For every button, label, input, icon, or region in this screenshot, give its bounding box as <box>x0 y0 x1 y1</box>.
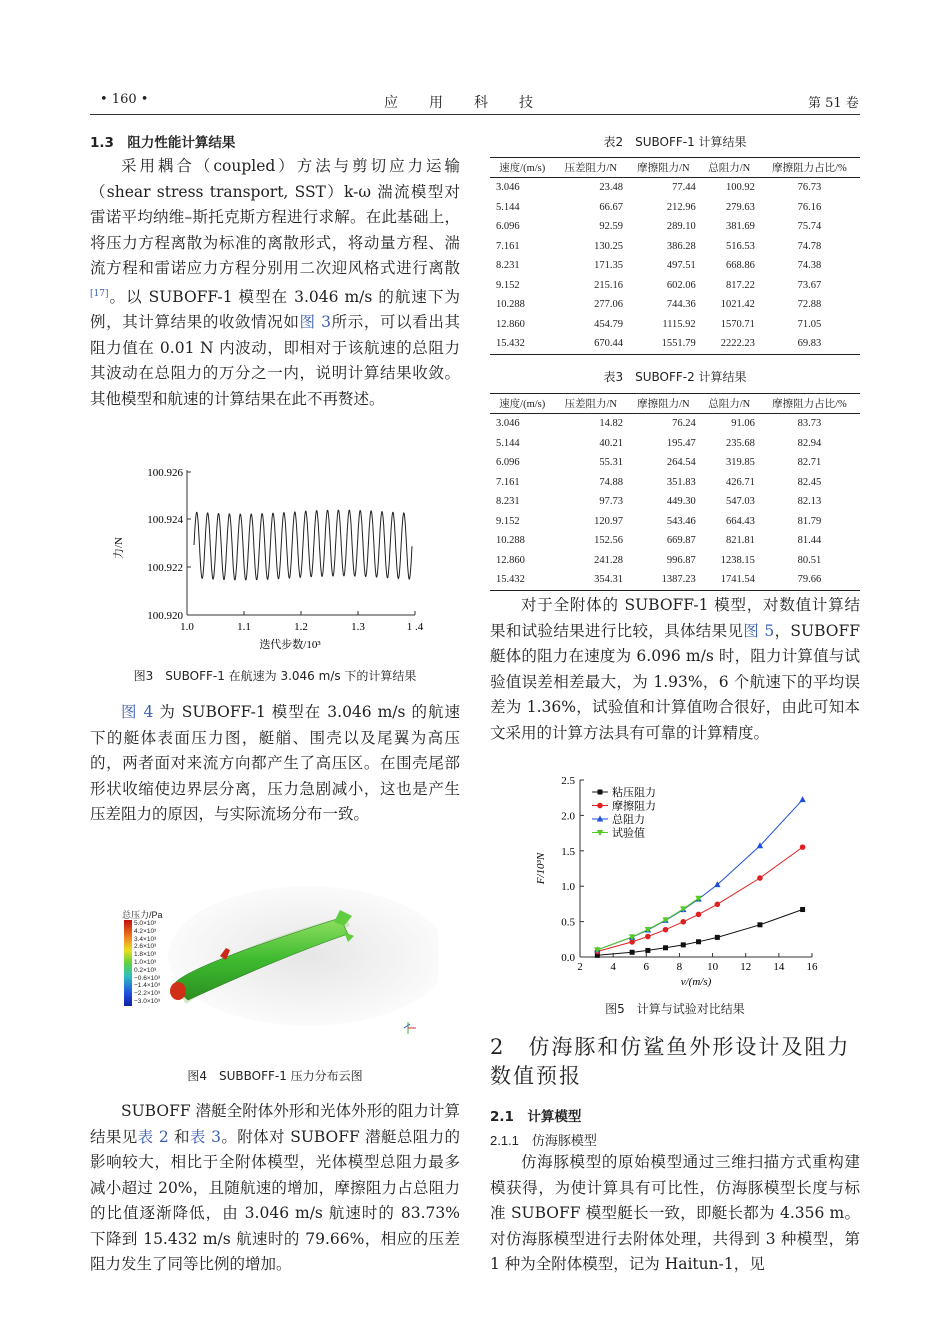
table2-row <box>490 276 860 296</box>
table3-cell: 7.161 <box>496 476 520 488</box>
table3-caption: 表3 SUBOFF-2 计算结果 <box>603 370 747 384</box>
table3 <box>490 393 860 591</box>
table2-cell: 6.096 <box>496 221 520 233</box>
table3-cell: 354.31 <box>554 570 627 590</box>
fig5-data-point <box>680 919 686 925</box>
table3-cell: 82.45 <box>797 476 822 488</box>
fig4-legend-value: 3.4×10³ <box>134 935 157 943</box>
fig5-legend-label: 摩擦阻力 <box>612 800 656 813</box>
fig5-y-tick-label: 0.5 <box>561 916 575 929</box>
table3-cell: 351.83 <box>666 476 696 488</box>
table3-cell: 120.97 <box>594 515 624 527</box>
table2-cell: 74.78 <box>797 240 822 252</box>
table3-row <box>490 473 860 493</box>
right-column-paragraph <box>490 593 860 746</box>
table2-cell: 277.06 <box>594 299 624 311</box>
table2-row <box>490 295 860 315</box>
table3-cell: 10.288 <box>496 535 525 547</box>
p3-text-a: SUBOFF 潜艇全附体外形和光体外形的阻力计算结果见 <box>90 1102 460 1146</box>
table2-cell: 12.860 <box>496 318 525 330</box>
fig5-data-point <box>645 948 650 953</box>
table2-cell: 215.16 <box>594 279 624 291</box>
table2-cell: 75.74 <box>797 221 822 233</box>
table2-header-row <box>490 158 860 178</box>
table3-cell: 8.231 <box>496 496 520 508</box>
table3-row <box>490 453 860 473</box>
fig5-x-tick-label: 4 <box>610 961 616 973</box>
table2-cell: 130.25 <box>594 240 624 252</box>
table3-row <box>490 414 860 434</box>
fig3-xtick: 1.3 <box>351 621 365 633</box>
table2-column-header: 摩擦阻力占比/% <box>759 158 860 178</box>
table2 <box>490 157 860 355</box>
fig4-legend-value: 5.0×10³ <box>134 920 157 927</box>
table3-cell: 40.21 <box>599 437 624 449</box>
table2-cell: 602.06 <box>666 279 696 291</box>
fig5-x-tick-label: 8 <box>676 961 683 973</box>
table3-cell: 15.432 <box>490 570 554 590</box>
fig4-legend-values <box>134 920 160 1006</box>
table2-cell: 454.79 <box>594 318 624 330</box>
table2-cell: 1551.79 <box>627 334 700 354</box>
table2-cell: 1115.92 <box>662 318 696 330</box>
fig5-data-point <box>757 875 763 881</box>
table2-row <box>490 256 860 276</box>
fig4-legend-value: −2.2×10³ <box>134 990 161 998</box>
fig5-data-point <box>630 950 635 955</box>
fig4-legend-value: 1.8×10³ <box>134 951 157 959</box>
table3-cell: 449.30 <box>666 496 696 508</box>
table3-cell: 319.85 <box>725 457 755 469</box>
table3-cell: 1741.54 <box>700 570 759 590</box>
section-1-3-paragraph-2 <box>90 700 460 828</box>
fig5-data-point <box>663 927 669 933</box>
table2-column-header: 速度/(m/s) <box>490 158 554 178</box>
table3-row <box>490 551 860 571</box>
table3-cell: 664.43 <box>725 515 755 527</box>
section-1-3-paragraph-1 <box>90 154 460 412</box>
table2-cell: 516.53 <box>725 240 755 252</box>
table3-cell: 12.860 <box>496 554 525 566</box>
table3-cell: 83.73 <box>797 418 822 430</box>
fig5-data-point <box>715 901 721 907</box>
fig5-y-tick-label: 1.5 <box>561 845 575 858</box>
fig5-legend-label: 试验值 <box>612 827 645 840</box>
fig4-pressure-contour <box>118 876 438 1052</box>
fig4-legend-value: −0.6×10³ <box>134 974 161 982</box>
table3-cell: 91.06 <box>731 418 755 430</box>
fig5-y-tick-label: 2.0 <box>561 810 575 823</box>
table3-header-row <box>490 394 860 414</box>
section-2-1-heading: 2.1 计算模型 <box>490 1109 582 1125</box>
fig5-data-point <box>598 790 603 795</box>
section-2-1-1-paragraph <box>490 1150 860 1278</box>
fig5-x-tick-label: 14 <box>773 961 785 973</box>
p1-text-c: 所示，可以看出其阻力值在 0.01 N 内波动，即相对于该航速的总阻力其波动在总阻力的万分之一内，说明计算结果收敛。其他模型和航速的计算结果在此不再赘述。 <box>90 313 460 408</box>
table3-cell: 547.03 <box>725 496 755 508</box>
journal-name: 应 用 科 技 <box>384 95 534 111</box>
fig5-x-tick-label: 6 <box>643 961 650 973</box>
fig5-ylabel: F/10³N <box>535 852 547 885</box>
fig3-link[interactable]: 图 3 <box>299 313 332 332</box>
rp1-text-a: 对于全附体的 SUBOFF-1 模型，对数值计算结果和试验结果进行比较，具体结果见 <box>490 596 860 640</box>
fig5-xlabel: v/(m/s) <box>680 976 712 988</box>
table2-cell: 8.231 <box>496 260 520 272</box>
table3-cell: 669.87 <box>666 535 696 547</box>
table2-cell: 386.28 <box>666 240 696 252</box>
table3-cell: 241.28 <box>594 554 624 566</box>
table2-cell: 279.63 <box>725 201 755 213</box>
table2-row <box>490 237 860 257</box>
table3-cell: 76.24 <box>672 418 696 430</box>
table2-cell: 7.161 <box>496 240 520 252</box>
fig4-legend-value: −3.0×10³ <box>134 997 161 1005</box>
table3-cell: 55.31 <box>599 457 624 469</box>
fig5-link[interactable]: 图 5 <box>743 621 775 640</box>
table2-cell: 289.10 <box>666 221 696 233</box>
table2-caption: 表2 SUBOFF-1 计算结果 <box>603 135 747 149</box>
fig5-y-tick-label: 2.5 <box>561 775 575 787</box>
fig5-data-point <box>800 907 805 912</box>
table2-cell: 1570.71 <box>720 318 755 330</box>
table3-column-header: 摩擦阻力占比/% <box>759 394 860 414</box>
table3-cell: 9.152 <box>496 515 520 527</box>
table2-cell: 100.92 <box>725 182 755 194</box>
table3-cell: 81.44 <box>797 535 822 547</box>
fig3-xtick: 1.2 <box>294 621 308 633</box>
fig3-xtick: 1.1 <box>237 621 251 633</box>
table2-row <box>490 334 860 354</box>
fig5-data-point <box>799 796 805 802</box>
fig3-ylabel: 力/N <box>113 537 125 559</box>
fig4-bow-high-pressure <box>170 982 186 1000</box>
fig5-data-point <box>597 803 603 809</box>
table3-row <box>490 570 860 590</box>
table2-cell: 668.86 <box>725 260 755 272</box>
fig5-x-tick-label: 16 <box>806 961 818 973</box>
fig3-ytick: 100.922 <box>147 562 183 574</box>
table3-row <box>490 512 860 532</box>
table2-cell: 744.36 <box>666 299 696 311</box>
table2-cell: 497.51 <box>666 260 696 272</box>
table3-row <box>490 434 860 454</box>
table2-row <box>490 198 860 218</box>
ref-17[interactable]: [17] <box>90 288 109 299</box>
fig4-legend-value: 2.6×10³ <box>134 943 157 951</box>
fig3-caption: 图3 SUBOFF-1 在航速为 3.046 m/s 下的计算结果 <box>133 669 417 683</box>
fig3-ytick: 100.926 <box>147 467 183 479</box>
table2-cell: 76.73 <box>797 182 822 194</box>
fig4-legend-value: 1.0×10³ <box>134 958 157 966</box>
table2-cell: 77.44 <box>672 182 696 194</box>
table3-cell: 235.68 <box>725 437 755 449</box>
fig5-data-point <box>757 922 762 927</box>
table2-cell: 5.144 <box>496 201 520 213</box>
fig4-legend-title: 总压力/Pa <box>122 910 163 920</box>
page-number: • 160 • <box>100 92 149 107</box>
fig5-data-point <box>715 935 720 940</box>
table2-cell: 74.38 <box>797 260 822 272</box>
fig5-data-point <box>645 934 651 940</box>
table3-cell: 1238.15 <box>720 554 755 566</box>
fig3-xtick: 1.0 <box>180 621 194 633</box>
table3-cell: 79.66 <box>759 570 860 590</box>
table2-cell: 10.288 <box>496 299 525 311</box>
table2-cell: 381.69 <box>725 221 755 233</box>
table3-cell: 81.79 <box>797 515 822 527</box>
section-2-1-1-heading: 2.1.1 仿海豚模型 <box>490 1133 597 1148</box>
table2-cell: 2222.23 <box>700 334 759 354</box>
fig4-link[interactable]: 图 4 <box>121 703 154 721</box>
table3-cell: 14.82 <box>599 418 624 430</box>
p2-text: 为 SUBOFF-1 模型在 3.046 m/s 的航速下的艇体表面压力图，艇艏、围壳以及尾翼为高压的，两者面对来流方向都产生了高压区。在围壳尾部形状收缩使边界层分离，压力急剧减小，这也是产生压差阻力的原因，与实际流场分布一致。 <box>90 703 460 823</box>
table2-cell: 1021.42 <box>720 299 755 311</box>
fig3-y-ticks <box>147 467 191 622</box>
table3-row <box>490 531 860 551</box>
table2-cell: 76.16 <box>797 201 822 213</box>
table3-cell: 996.87 <box>666 554 696 566</box>
table2-link[interactable]: 表 2 <box>137 1127 169 1146</box>
fig5-y-tick-label: 0.0 <box>561 952 575 964</box>
fig5-data-point <box>696 939 701 944</box>
fig5-x-tick-label: 12 <box>740 961 752 973</box>
fig5-comparison-chart <box>520 770 830 992</box>
fig5-data-point <box>800 844 806 850</box>
fig3-ytick: 100.920 <box>147 610 183 622</box>
table3-cell: 821.81 <box>725 535 755 547</box>
table2-column-header: 摩擦阻力/N <box>627 158 700 178</box>
table3-cell: 195.47 <box>666 437 696 449</box>
fig5-data-point <box>681 942 686 947</box>
table2-cell: 66.67 <box>599 201 624 213</box>
fig3-ytick: 100.924 <box>147 514 183 526</box>
fig4-legend-value: −1.4×10³ <box>134 982 161 990</box>
table3-cell: 82.71 <box>797 457 822 469</box>
fig5-y-tick-label: 1.0 <box>561 881 575 894</box>
table2-column-header: 总阻力/N <box>700 158 759 178</box>
table3-cell: 1387.23 <box>627 570 700 590</box>
fig5-x-tick-label: 10 <box>707 961 719 973</box>
table3-cell: 97.73 <box>599 496 624 508</box>
table2-cell: 71.05 <box>797 318 822 330</box>
table3-cell: 74.88 <box>599 476 624 488</box>
table3-cell: 543.46 <box>666 515 696 527</box>
fig4-caption: 图4 SUBBOFF-1 压力分布云图 <box>187 1069 363 1083</box>
table2-cell: 69.83 <box>759 334 860 354</box>
fig3-xlabel: 迭代步数/10³ <box>259 639 321 651</box>
table3-cell: 80.51 <box>797 554 822 566</box>
table2-column-header: 压差阻力/N <box>554 158 627 178</box>
table2-cell: 670.44 <box>554 334 627 354</box>
s2-text: 仿海豚模型的原始模型通过三维扫描方式重构建模获得，为使计算具有可比性，仿海豚模型长度与标准 SUBOFF 模型艇长一致，即艇长都为 4.356 m。对仿海豚模型进行去附体处理，共得到 3 种模型，第 1 种为全附体模型，记为 Haitun-1，见 <box>490 1153 860 1273</box>
table3-cell: 5.144 <box>496 437 520 449</box>
table2-cell: 23.48 <box>599 182 624 194</box>
table2-row <box>490 315 860 335</box>
section-1-3-paragraph-3 <box>90 1099 460 1278</box>
section-2-heading: 2 仿海豚和仿鲨鱼外形设计及阻力数值预报 <box>490 1035 851 1088</box>
fig5-legend-label: 粘压阻力 <box>612 787 656 799</box>
table3-cell: 426.71 <box>725 476 755 488</box>
fig4-colorbar <box>124 920 132 1006</box>
p3-text-and: 和 <box>168 1127 190 1146</box>
table2-cell: 171.35 <box>594 260 624 272</box>
fig4-legend-value: 0.2×10³ <box>134 966 157 974</box>
fig5-data-point <box>696 912 702 918</box>
table2-cell: 9.152 <box>496 279 520 291</box>
table2-row <box>490 217 860 237</box>
rp1-text-b: ，SUBOFF 艇体的阻力在速度为 6.096 m/s 时，阻力计算值与试验值误差相差最大，为 1.93%，6 个航速下的平均误差为 1.36%，试验值和计算值吻合很好，由此可知本文采用的计算方法具有可靠的计算精度。 <box>490 621 860 742</box>
header-rule <box>90 114 860 115</box>
table3-cell: 3.046 <box>496 418 520 430</box>
table2-row <box>490 178 860 198</box>
p1-text-a: 采用耦合（coupled）方法与剪切应力运输（shear stress transport, SST）k-ω 湍流模型对雷诺平均纳维–斯托克斯方程进行求解。在此基础上，将压力方程离散为标准的离散形式，将动量方程、湍流方程和雷诺应力方程分别用二次迎风格式进行离散 <box>90 157 460 277</box>
table3-cell: 6.096 <box>496 457 520 469</box>
fig3-force-series <box>194 510 412 580</box>
fig5-legend-label: 总阻力 <box>612 814 645 826</box>
table3-cell: 82.13 <box>797 496 822 508</box>
p1-text-b: 。以 SUBOFF-1 模型在 3.046 m/s 的航速下为例，其计算结果的收敛情况如 <box>90 287 460 332</box>
table3-column-header: 压差阻力/N <box>554 394 627 414</box>
table2-cell: 817.22 <box>725 279 755 291</box>
table3-cell: 82.94 <box>797 437 822 449</box>
fig4-legend-value: 4.2×10³ <box>134 927 157 935</box>
table3-column-header: 速度/(m/s) <box>490 394 554 414</box>
table3-column-header: 摩擦阻力/N <box>627 394 700 414</box>
table3-cell: 264.54 <box>666 457 696 469</box>
table2-cell: 3.046 <box>496 182 520 194</box>
table2-cell: 73.67 <box>797 279 822 291</box>
table3-cell: 152.56 <box>594 535 624 547</box>
p3-text-b: 。附体对 SUBOFF 潜艇总阻力的影响较大，相比于全附体模型，光体模型总阻力最多减小超过 20%，且随航速的增加，摩擦阻力占总阻力的比值逐渐降低，由 3.046 m/s 航速时的 83.73% 下降到 15.432 m/s 航速时的 79.66%，相应的压差阻力发生了同等比例的增加。 <box>90 1127 460 1273</box>
section-1-3-heading: 1.3 阻力性能计算结果 <box>90 135 236 151</box>
table2-cell: 72.88 <box>797 299 822 311</box>
fig3-convergence-plot <box>100 458 440 658</box>
fig5-x-tick-label: 2 <box>577 961 583 973</box>
fig3-x-ticks <box>180 611 424 633</box>
fig3-xtick: 1 .4 <box>406 621 424 633</box>
table2-cell: 92.59 <box>599 221 624 233</box>
table3-link[interactable]: 表 3 <box>189 1127 221 1146</box>
volume-label: 第 51 卷 <box>808 96 859 111</box>
table3-column-header: 总阻力/N <box>700 394 759 414</box>
table2-cell: 15.432 <box>490 334 554 354</box>
table3-row <box>490 492 860 512</box>
fig5-caption: 图5 计算与试验对比结果 <box>605 1002 745 1016</box>
fig5-data-point <box>663 945 668 950</box>
table2-cell: 212.96 <box>666 201 696 213</box>
